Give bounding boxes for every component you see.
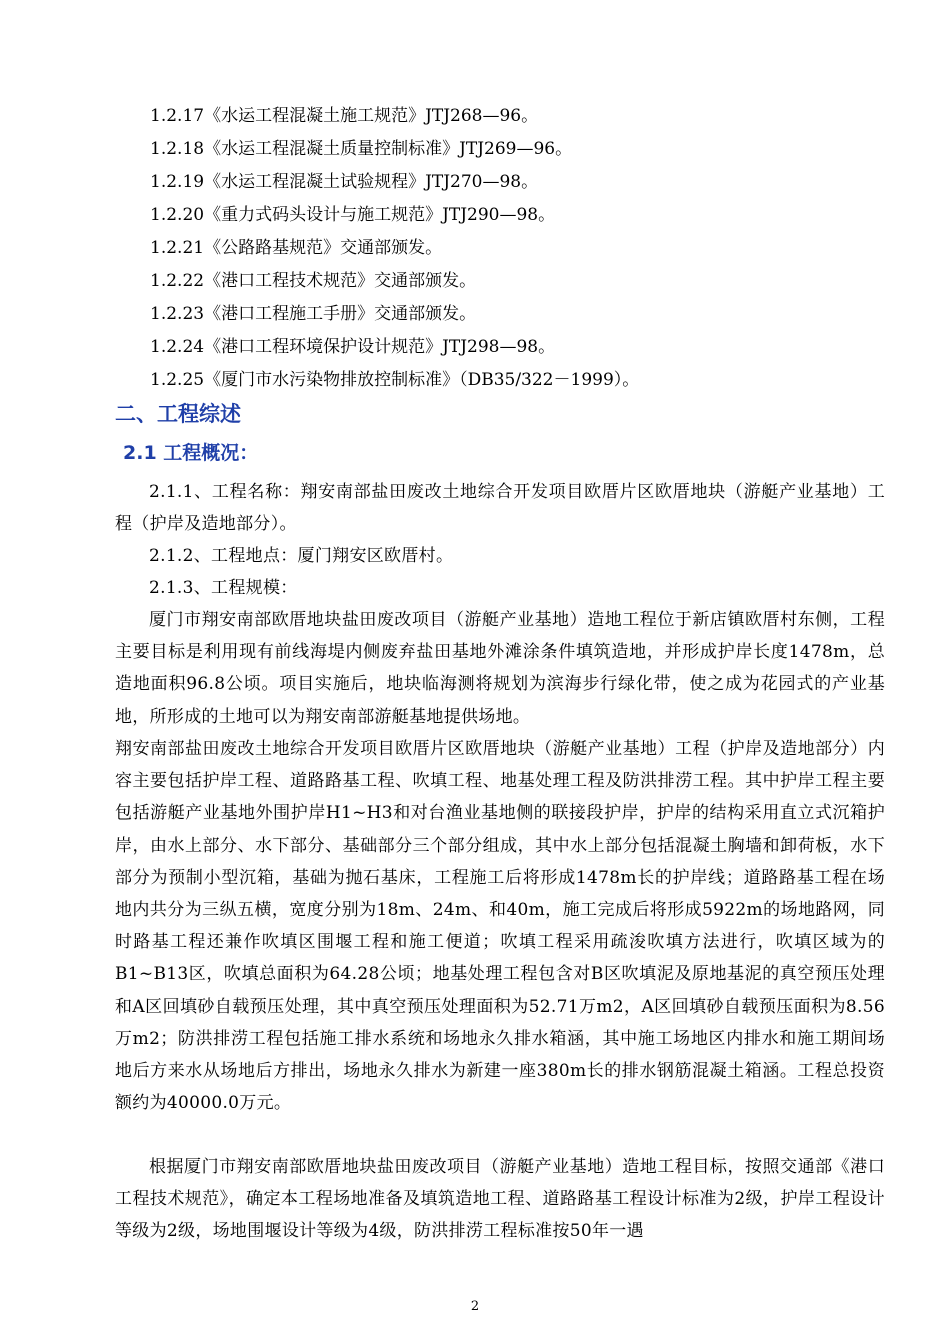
reference-item: 1.2.21《公路路基规范》交通部颁发。 [150,238,443,258]
reference-item: 1.2.24《港口工程环境保护设计规范》JTJ298—98。 [150,337,556,357]
reference-item: 1.2.25《厦门市水污染物排放控制标准》（DB35/322－1999）。 [150,370,640,390]
reference-item: 1.2.17《水运工程混凝土施工规范》JTJ268—96。 [150,106,539,126]
reference-item: 1.2.22《港口工程技术规范》交通部颁发。 [150,271,477,291]
project-location-paragraph: 2.1.2、工程地点：厦门翔安区欧厝村。 [149,546,454,566]
reference-item: 1.2.23《港口工程施工手册》交通部颁发。 [150,304,477,324]
design-standard-paragraph: 根据厦门市翔安南部欧厝地块盐田废改项目（游艇产业基地）造地工程目标，按照交通部《港口工程技术规范》，确定本工程场地准备及填筑造地工程、道路路基工程设计标准为2级，护岸工程设计等级为2级，场地围堰设计等级为4级，防洪排涝工程标准按50年一遇 [115,1157,885,1242]
project-content-paragraph: 翔安南部盐田废改土地综合开发项目欧厝片区欧厝地块（游艇产业基地）工程（护岸及造地部分）内容主要包括护岸工程、道路路基工程、吹填工程、地基处理工程及防洪排涝工程。其中护岸工程主要包括游艇产业基地外围护岸H1~H3和对台渔业基地侧的联接段护岸，护岸的结构采用直立式沉箱护岸，由水上部分、水下部分、基础部分三个部分组成，其中水上部分包括混凝土胸墙和卸荷板，水下部分为预制小型沉箱，基础为抛石基床，工程施工后将形成1478m长的护岸线；道路路基工程在场地内共分为三纵五横，宽度分别为18m、24m、和40m，施工完成后将形成5922m的场地路网，同时路基工程还兼作吹填区围堰工程和施工便道；吹填工程采用疏浚吹填方法进行，吹填区域为的B1~B13区，吹填总面积为64.28公顷；地基处理工程包含对B区吹填泥及原地基泥的真空预压处理和A区回填砂自载预压处理，其中真空预压处理面积为52.71万m2，A区回填砂自载预压面积为8.56万m2；防洪排涝工程包括施工排水系统和场地永久排水箱涵，其中施工场地区内排水和施工期间场地后方来水从场地后方排出，场地永久排水为新建一座380m长的排水钢筋混凝土箱涵。工程总投资额约为40000.0万元。 [115,739,885,1114]
project-name-paragraph: 2.1.1、工程名称：翔安南部盐田废改土地综合开发项目欧厝片区欧厝地块（游艇产业基地）工程（护岸及造地部分）。 [115,482,885,535]
reference-item: 1.2.20《重力式码头设计与施工规范》JTJ290—98。 [150,205,556,225]
reference-item: 1.2.18《水运工程混凝土质量控制标准》JTJ269—96。 [150,139,573,159]
reference-item: 1.2.19《水运工程混凝土试验规程》JTJ270—98。 [150,172,539,192]
project-scale-heading: 2.1.3、工程规模： [149,578,298,598]
project-overview-paragraph: 厦门市翔安南部欧厝地块盐田废改项目（游艇产业基地）造地工程位于新店镇欧厝村东侧，工程主要目标是利用现有前线海堤内侧废弃盐田基地外滩涂条件填筑造地，并形成护岸长度1478m，总造地面积96.8公顷。项目实施后，地块临海测将规划为滨海步行绿化带，使之成为花园式的产业基地，所形成的土地可以为翔安南部游艇基地提供场地。 [115,610,885,727]
page-number: 2 [470,1299,480,1314]
section-heading: 二、工程综述 [115,402,241,426]
subsection-heading: 2.1 工程概况： [123,442,259,464]
